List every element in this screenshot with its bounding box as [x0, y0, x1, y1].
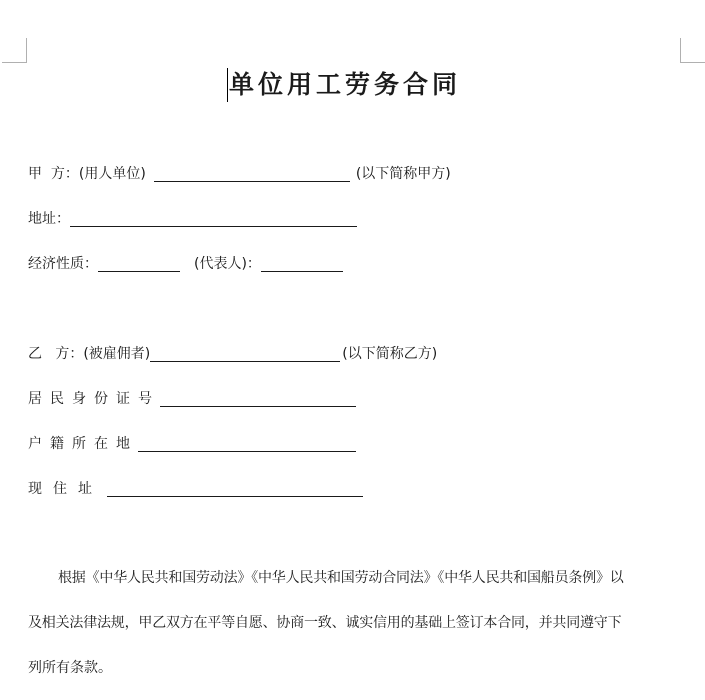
representative-field[interactable]: [261, 255, 343, 272]
hukou-row: [28, 433, 356, 455]
id-number-row: [28, 388, 356, 410]
party-b-name-field[interactable]: [150, 345, 340, 362]
party-a-name-field[interactable]: [154, 165, 350, 182]
preamble-line-3: 列所有条款。: [28, 660, 112, 676]
party-b-label: 乙 方：(被雇佣者): [28, 346, 151, 362]
preamble-line-2: 及相关法律法规，甲乙双方在平等自愿、协商一致、诚实信用的基础上签订本合同，并共同遵守下: [28, 615, 622, 631]
preamble-line-1: 根据《中华人民共和国劳动法》《中华人民共和国劳动合同法》《中华人民共和国船员条例》以: [58, 570, 624, 586]
hukou-field[interactable]: [138, 435, 356, 452]
nature-field[interactable]: [98, 255, 180, 272]
nature-label: 经济性质：: [28, 256, 98, 272]
current-address-field[interactable]: [107, 480, 363, 497]
page-margin-corner-top-left: [2, 38, 27, 63]
representative-label: (代表人)：: [194, 256, 261, 272]
party-a-row: [28, 163, 451, 185]
party-b-row: [28, 343, 437, 365]
document-title: 单位用工劳务合同: [229, 70, 462, 99]
hukou-label: 户籍所在地: [28, 436, 138, 452]
nature-row: [28, 253, 343, 275]
text-cursor: [227, 68, 228, 102]
party-b-suffix: (以下简称乙方): [342, 346, 438, 362]
id-number-field[interactable]: [160, 390, 356, 407]
address-row: [28, 208, 357, 230]
address-label: 地址：: [28, 211, 70, 227]
id-number-label: 居民身份证号: [28, 391, 160, 407]
current-address-row: [28, 478, 363, 500]
party-a-suffix: (以下简称甲方): [355, 166, 451, 182]
page-margin-corner-top-right: [680, 38, 705, 63]
current-address-label: 现住址: [28, 481, 103, 497]
address-field[interactable]: [70, 210, 357, 227]
party-a-label: 甲 方：(用人单位): [28, 166, 146, 182]
